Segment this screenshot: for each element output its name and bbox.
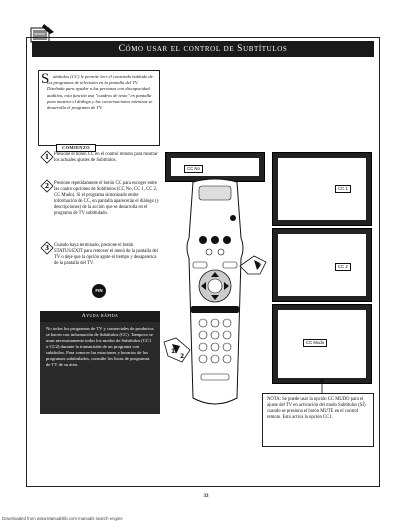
remote-control-illustration [175,178,255,408]
pointer-hand-icon [238,252,268,281]
step-3-text: Cuando haya terminado, presione el botón STATUS/EXIT para remover el menú de la pantalla del TV o deje que la opción agote el tiempo y desaparezca de la pantalla del TV. [54,243,158,267]
step-1-number: 1 [44,154,50,162]
fin-badge: FIN [92,284,106,298]
page-number: 33 [203,494,209,499]
step-3-badge [40,241,54,255]
intro-text: ubtítulos (CC) le permite leer el contenido hablado de los programas de televisión en la pantalla del TV. Diseñada para ayudar a las personas con discapacidad auditiva, esta función usa "cuadros de texto" en pantalla para mostrar el diálogo y las conversaciones mientras se desarrolla el programa de TV. [47,74,153,111]
note-arrow-icon [318,378,326,394]
cc-label: CC 1 [335,185,351,193]
intro-box [38,70,160,146]
step-1-text: Presione el botón CC en el control remoto para mostrar los actuales ajustes de Subtítulos. [54,152,158,164]
step-2-number: 2 [44,183,50,191]
page-title: Cómo usar el control de Subtítulos [32,41,374,57]
pointer-number: 3 [259,263,264,270]
step-2-text: Presione repetidamente el botón CC para escoger entre las cuatro opciones de Subtítulos (CC No, CC 1, CC 2, CC Mudo). Si el programa sintonizado emite información de CC, en pantalla aparecerán el diálogo (y descripciones) de la acción que se desarrolla en el programa de TV subtitulado. [54,181,160,217]
step-3-number: 3 [44,245,50,253]
download-footer: Downloaded from www.Manualslib.com manuals search engine [2,516,123,521]
step-2-badge [40,179,54,193]
pointer-hand-icon [162,336,192,369]
pointer-number: 2 [180,353,185,360]
note-box: NOTA: Se puede usar la opción CC MUDO para el ajuste del TV en activación del modo Subtítulos (SÍ) cuando se presiona el botón MUTE en el control remoto. Esto activa la opción CC1. [262,393,374,447]
tv-screen-cc-1 [272,152,372,226]
ayuda-rapida-header: Ayuda rápida [40,311,160,322]
cc-label: CC 2 [335,263,351,271]
step-1-badge [40,150,54,164]
tv-screen-cc-mudo [272,304,372,384]
pointer-number: 1 [171,348,176,355]
ayuda-rapida-text: No todos los programas de TV y comerciales de productos se hacen con información de Subtítulos (CC). Tampoco se usan necesariamente todos los modos de Subtítulos (CC1 o CC2) durante la transmisión de un programa con subtítulos. Para conocer las estaciones y horarios de los programas subtitulados, consulte los listas de programas de TV de su área. [40,322,160,414]
tv-screen-cc-2 [272,228,372,302]
cc-label: CC Mudo [303,339,327,347]
intro-dropcap: S [41,71,50,87]
comienzo-label: COMIENZO [56,144,96,152]
cc-label: CC No [184,165,203,173]
